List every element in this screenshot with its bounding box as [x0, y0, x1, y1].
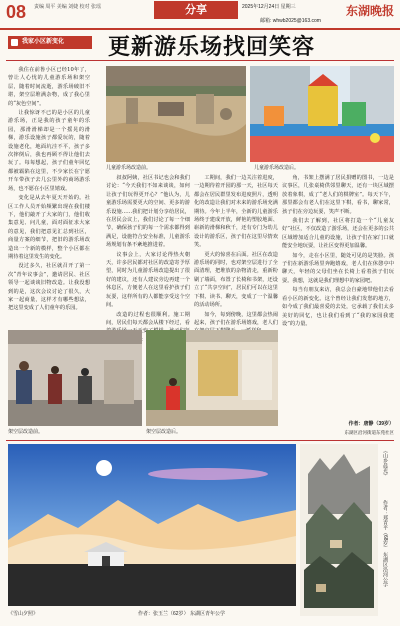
- caption-photo-3: 架空层改造前。: [8, 429, 44, 435]
- paragraph: 叔叔阿姨，社区书记也会和我们讨论：“今天我们不如来谈谈，如何让孩子们玩得更开心？”他认为，儿童游乐场需要更大的空间、更多的游乐设施……我们把计划分享给居民，在居民会议上，我们讨论了每一个细节，确保孩子们的每一个需求都得到满足，设施符合安全标准，儿童游乐场规划有条不紊地推进着。: [106, 175, 190, 249]
- paragraph: 角，书架上摆满了居民捐赠的图书，一边是议事区，几张桌椅供邻里聊天，还有一块区域摆放着象棋，成了“老人们的棋牌室”。每天下午，那里都会有老人们在这里下棋，看书，聊家常，孩子们在旁边玩耍，笑声不断。: [282, 175, 394, 215]
- column-tag-label: 我家小区新变化: [22, 39, 65, 45]
- editor-email: 邮箱: whwb2025@163.com: [260, 18, 321, 24]
- caption-photo-2: 儿童游乐场改造后。: [254, 165, 300, 171]
- caption-photo-1: 儿童游乐场改造前。: [106, 165, 152, 171]
- article-column-3: [194, 174, 278, 324]
- paragraph: 如今，每到傍晚，这里都会热闹起来，孩子们在游乐场嬉戏，老人们: [194, 311, 278, 326]
- section-title: 分享: [154, 1, 238, 19]
- painting-mountain-village: [300, 444, 378, 616]
- paragraph: 我们去了解到，社区将打造一个“儿童友好”社区，不仅改造了游乐场，还会在更多的公共区域增加适合儿童的设施，让孩子们在家门口就能安全地玩耍，让社区变得更加温馨。: [282, 218, 394, 250]
- photo-covered-space-before: [8, 330, 142, 426]
- painting-snow-mountain: [8, 444, 296, 606]
- paragraph: 每当有朋友来访，我总会自豪地带他们去看看小区的新变化。这个曾经让我们发愁的地方，如今成了我们最喜爱的去处，它承载了我们太多美好的回忆，也让我们看到了“我的家园我建设”的力量。: [282, 287, 394, 327]
- paragraph: 我住在前鲁小区已经10年了，曾让人心忧的儿童游乐场和架空层，随着时间流逝，游乐场破旧不堪，架空层堆满杂物，成了我心里的“灰色空间”。: [8, 67, 90, 107]
- paragraph: 如今，走在小区里，随处可见的是笑脸。孩子们在新游乐场里奔跑嬉戏，老人们在休憩亭中聊天，年轻的父母们坐在长椅上看着孩子们玩耍。我想，这就是我们理想中的家园吧。: [282, 252, 394, 284]
- painting-right-title: 《山乡晨光》: [382, 448, 388, 478]
- photo-playground-before: [106, 66, 246, 162]
- painting-right-author: 作者：郑青平（68岁） 东湖区沿河公学: [382, 500, 388, 587]
- paragraph: 让我惊讶不已的是小区的儿童游乐场，正是我的孩子童年的乐园，那滑滑梯却是一个摇晃的滑梯，游乐设施孩子都爱玩的，随着设施老化，地面坑洼不平，孩子多次摔倒后，我也再顾不得让他们去玩了。每每想起，孩子们童年回忆都被霸陷在这里，不少家长在宁愿开车带孩子去几公里外的商场游乐场，也不愿在小区里嬉戏。: [8, 110, 90, 192]
- article-column-1: [8, 66, 90, 328]
- photo-covered-space-after: [146, 330, 278, 426]
- paragraph: 变化是从去年夏天开始的。社区工作人员开始频繁出现在我们楼下，他们敲开了大家的门，他们收集意见、问儿童，面对面征求大家的意见，我们把意见汇总到社区，商量方案的细节，把旧的游乐场改造出一个新的模样，整个小区都在期待着这里发生的变化。: [8, 195, 90, 260]
- newspaper-name: 东湖晚报: [346, 4, 395, 18]
- author-address: 东湖区沿河街道东苑社区: [344, 430, 394, 435]
- column-tag: [8, 36, 92, 49]
- photo-playground-after: [250, 66, 394, 162]
- paragraph: 工期间，我们一边关注着进度，一边期待着开园的那一天，社区每天都会在居民群里发布进度照片，透明化的改造让我们对未来的游乐场充满期待。今年上半年，全新的儿童游乐场终于建成开放，鲜艳的塑胶地面、崭新的滑梯和秋千，还有专门为幼儿设计的游乐区，孩子们在这里尽情欢笑。: [194, 175, 278, 249]
- painting-left-author: 作者：张玉兰（62岁） 东湖区青年公学: [138, 611, 225, 617]
- house-icon: [11, 39, 18, 46]
- headline: 更新游乐场找回笑容: [108, 34, 316, 60]
- staff-credits: 责编 周平 美编 刘婕 校对 张瑶: [34, 4, 101, 10]
- painting-left-title: 《雪山夕照》: [8, 611, 39, 617]
- divider: [6, 60, 394, 61]
- paragraph: 议事会上，大家讨论得热火朝天，许多居民都对社区的改造寄予厚望，同时为儿童游乐场改造提出了很好的建议，还有人建议旁边再建一个休息区，方便老人在这里看护孩子们玩耍，这样所有的人都能享受这个空间。: [106, 251, 190, 309]
- page-number: 08: [6, 2, 27, 22]
- article-column-4: [282, 174, 394, 386]
- issue-date: 2025年12月24日 星期三: [242, 4, 296, 10]
- paragraph: 更大的惊喜在后面。社区在改造游乐场的同时，也对架空层进行了全面清理，把堆放的杂物清走，重新粉刷了墙面，布置了长椅和书架，还设立了“共享空间”，居民们可以在这里下棋、读书、聊天，变成了一个温馨的活动场所。: [194, 251, 278, 309]
- paragraph: 没过多久，社区就召开了第一次“青年议事会”，邀请居民、社区领导一起谈谈旧物改造。让我没想到的是，这次会议讨论了很久，大家一起商量，这样才有哪些想法，把这里变成了人们童年的乐园。: [8, 263, 90, 312]
- section-divider: [6, 440, 394, 441]
- paragraph: 改造的过程也很顺利。施工期间，居民们每天都会从楼下经过，看 天变 ：“: [106, 311, 190, 343]
- caption-photo-4: 架空层改造后。: [146, 429, 182, 435]
- article-column-2: [106, 174, 190, 343]
- article-author: 作者：唐静（39岁）: [348, 421, 394, 427]
